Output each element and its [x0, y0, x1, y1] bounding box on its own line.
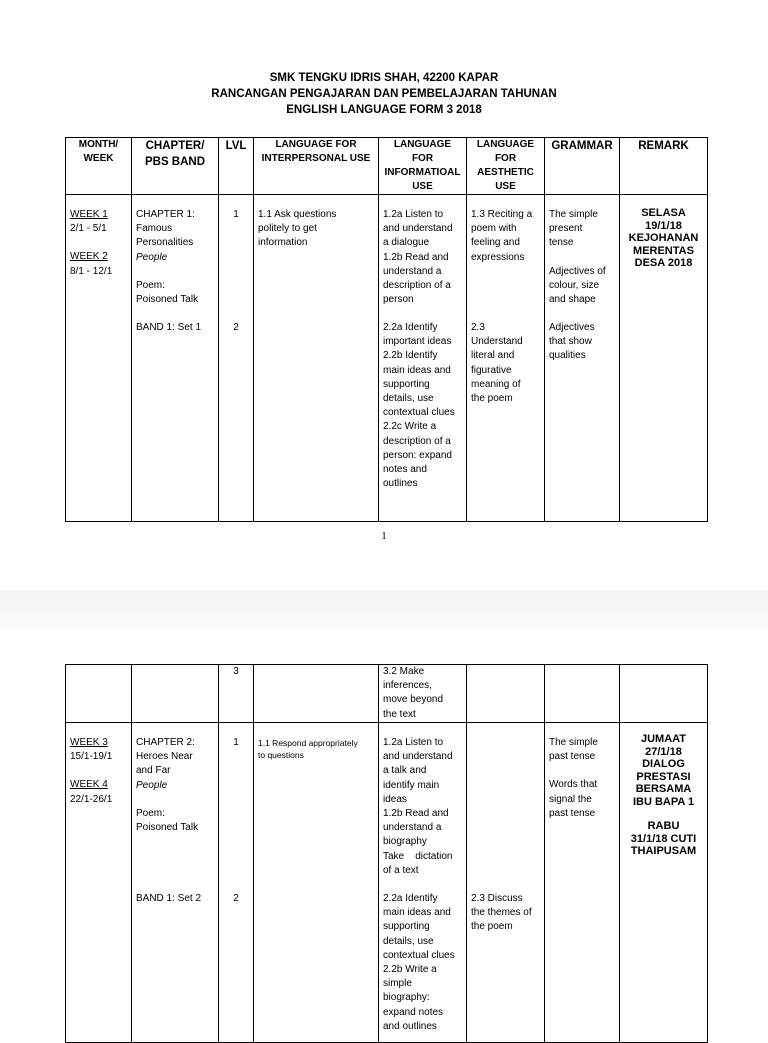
- header-grammar: GRAMMAR: [551, 140, 613, 152]
- chapter-cell: CHAPTER 2: Heroes Near and Far People Poem: Poisoned Talk BAND 1: Set 2: [136, 737, 202, 904]
- lvl-cell: 1 2: [233, 209, 239, 333]
- aesthetic-cell: 2.3 Discuss the themes of the poem: [471, 893, 532, 933]
- schedule-table-page-2: [65, 664, 708, 1043]
- table-row: [66, 665, 708, 723]
- header-month-week: MONTH/ WEEK: [78, 139, 119, 164]
- header-lvl: LVL: [225, 140, 247, 152]
- grammar-cell: The simple past tense Words that signal the past tense: [549, 737, 598, 819]
- remark-cell: JUMAAT 27/1/18 DIALOG PRESTASI BERSAMA IBU BAPA 1 RABU 31/1/18 CUTI THAIPUSAM: [630, 733, 697, 857]
- header-interpersonal: LANGUAGE FOR INTERPERSONAL USE: [261, 139, 371, 164]
- page-gap: [0, 590, 768, 650]
- header-remark: REMARK: [638, 140, 689, 152]
- document-page-2: [0, 650, 768, 1032]
- week-cell: WEEK 1 2/1 - 5/1 WEEK 2 8/1 - 12/1: [70, 209, 113, 277]
- schedule-table-page-1: [65, 137, 708, 522]
- header-chapter: CHAPTER/ PBS BAND: [144, 140, 206, 168]
- grammar-cell: The simple present tense Adjectives of colour, size and shape Adjectives that show qualities: [549, 209, 606, 362]
- document-header: [0, 70, 768, 118]
- table-row: [66, 723, 708, 1043]
- lvl-cell: 1 2: [233, 737, 239, 904]
- remark-cell: SELASA 19/1/18 KEJOHANAN MERENTAS DESA 2018: [628, 207, 699, 269]
- interpersonal-cell: 1.1 Ask questions politely to get information: [258, 209, 337, 249]
- interpersonal-cell: 1.1 Respond appropriately to questions: [258, 738, 358, 760]
- aesthetic-cell: 1.3 Reciting a poem with feeling and expressions 2.3 Understand literal and figurative meaning of the poem: [471, 209, 533, 405]
- header-informational: LANGUAGE FOR INFORMATIOAL USE: [384, 139, 461, 192]
- plan-title: RANCANGAN PENGAJARAN DAN PEMBELAJARAN TAHUNAN: [211, 88, 557, 100]
- informational-cell: 1.2a Listen to and understand a talk and identify main ideas 1.2b Read and understand a biography Take dictation of a text 2.2a Identify main ideas and supporting details, use contextual clues 2.2b Write a simple biography: expand notes and outlines: [383, 737, 455, 1032]
- table-row: [66, 195, 708, 522]
- subject-title: ENGLISH LANGUAGE FORM 3 2018: [286, 104, 482, 116]
- week-cell: WEEK 3 15/1-19/1 WEEK 4 22/1-26/1: [70, 737, 113, 805]
- lvl-cell: 3: [233, 666, 239, 677]
- informational-cell: 3.2 Make inferences, move beyond the text: [383, 666, 444, 720]
- page-number: 1: [381, 530, 387, 542]
- informational-cell: 1.2a Listen to and understand a dialogue 1.2b Read and understand a description of a person 2.2a Identify important ideas 2.2b Identify main ideas and supporting details, use contextual clues 2.2c Write a description of a person: expand notes and outlines: [383, 209, 455, 490]
- school-name: SMK TENGKU IDRIS SHAH, 42200 KAPAR: [269, 72, 499, 84]
- chapter-cell: CHAPTER 1: Famous Personalities People Poem: Poisoned Talk BAND 1: Set 1: [136, 209, 202, 333]
- header-aesthetic: LANGUAGE FOR AESTHETIC USE: [476, 139, 535, 192]
- table-header-row: [66, 138, 708, 195]
